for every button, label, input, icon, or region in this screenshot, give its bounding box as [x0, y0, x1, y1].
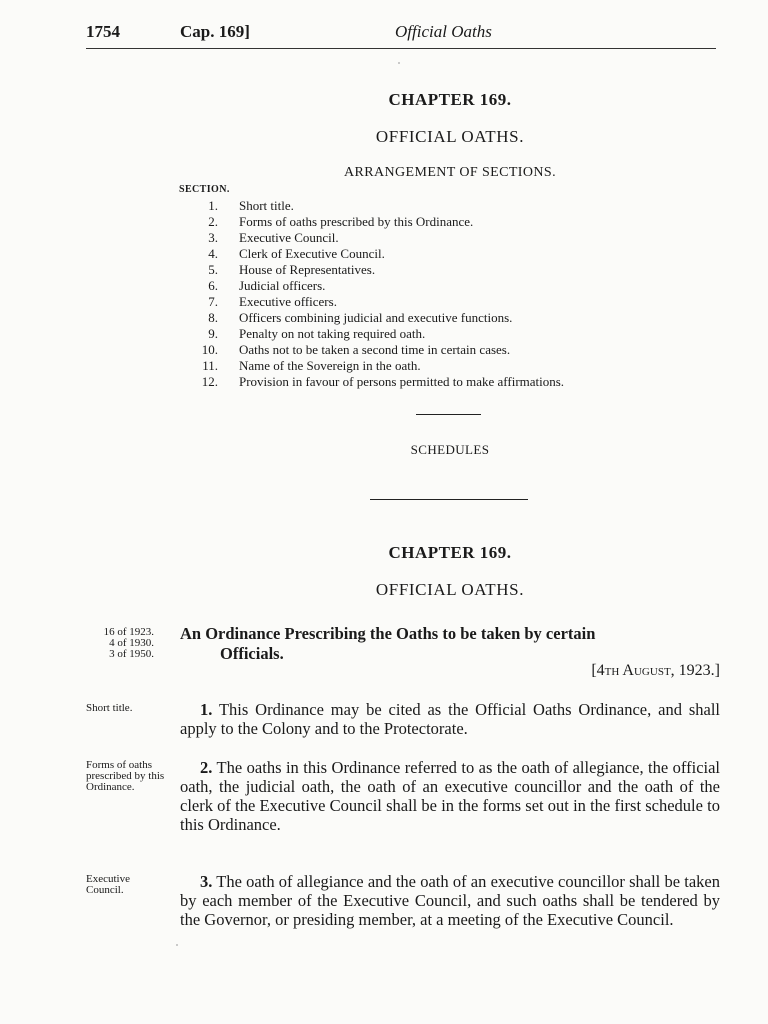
toc-number: 2.	[208, 214, 218, 229]
body-chapter-title: OFFICIAL OATHS.	[375, 580, 525, 599]
toc-number: 5.	[208, 262, 218, 277]
body-chapter-heading: CHAPTER 169.	[388, 543, 512, 562]
toc-row	[180, 310, 720, 326]
toc-number: 12.	[201, 374, 218, 389]
toc-row	[180, 198, 720, 214]
toc-row	[180, 342, 720, 358]
schedules-heading: SCHEDULES	[410, 442, 490, 457]
toc-entry: Name of the Sovereign in the oath.	[239, 358, 421, 373]
legislation-ref: 4 of 1930.	[109, 637, 154, 649]
toc-row	[180, 374, 720, 390]
toc-row	[180, 326, 720, 342]
legislation-references	[86, 627, 154, 660]
arrangement-heading: ARRANGEMENT OF SECTIONS.	[344, 165, 556, 180]
running-title: Official Oaths	[395, 22, 492, 41]
chapter-title: OFFICIAL OATHS.	[375, 127, 525, 146]
toc-number: 9.	[208, 326, 218, 341]
toc-entry: Executive officers.	[239, 294, 337, 309]
toc-number: 11.	[202, 358, 218, 373]
toc-entry: House of Representatives.	[239, 262, 376, 277]
section-label: SECTION.	[179, 184, 230, 195]
divider-rule	[370, 499, 528, 500]
toc-row	[180, 294, 720, 310]
toc-entry: Forms of oaths prescribed by this Ordinance.	[239, 214, 474, 229]
toc-row	[180, 246, 720, 262]
toc-row	[180, 358, 720, 374]
ordinance-long-title	[180, 624, 720, 664]
section-number: 2.	[200, 758, 213, 777]
toc-number: 8.	[208, 310, 218, 325]
toc-number: 4.	[208, 246, 218, 261]
margin-note: Short title.	[86, 702, 133, 714]
section-list	[180, 198, 720, 390]
ordinance-title-line: Officials.	[220, 644, 284, 663]
toc-entry: Executive Council.	[239, 230, 339, 245]
toc-number: 1.	[208, 198, 218, 213]
page-number: 1754	[86, 22, 120, 41]
section-text: This Ordinance may be cited as the Official Oaths Ordinance, and shall apply to the Colony and to the Protectorate.	[180, 700, 721, 738]
section-text: The oaths in this Ordinance referred to as the oath of allegiance, the official oath, the judicial oath, the oath of an executive councillor and the oath of the clerk of the Executive Council shall be in the forms set out in the first schedule to this Ordinance.	[180, 758, 721, 834]
toc-number: 10.	[201, 342, 218, 357]
divider-rule	[416, 414, 481, 415]
section-paragraph	[180, 872, 720, 929]
toc-entry: Officers combining judicial and executive functions.	[239, 310, 513, 325]
header-rule	[86, 48, 716, 49]
toc-entry: Penalty on not taking required oath.	[239, 326, 426, 341]
legislation-ref: 16 of 1923.	[103, 626, 154, 638]
scan-speck	[176, 944, 178, 946]
toc-row	[180, 230, 720, 246]
toc-number: 3.	[208, 230, 218, 245]
chapter-reference: Cap. 169]	[180, 22, 250, 41]
chapter-heading: CHAPTER 169.	[388, 90, 512, 109]
margin-note: Forms of oaths prescribed by this Ordinance.	[86, 759, 165, 793]
toc-row	[180, 278, 720, 294]
toc-row	[180, 262, 720, 278]
toc-entry: Clerk of Executive Council.	[239, 246, 385, 261]
toc-entry: Short title.	[239, 198, 294, 213]
enactment-date: [4th August, 1923.]	[591, 662, 720, 679]
margin-note: Executive Council.	[86, 873, 130, 896]
section-paragraph	[180, 700, 720, 738]
toc-entry: Judicial officers.	[239, 278, 326, 293]
section-number: 1.	[200, 700, 213, 719]
section-text: The oath of allegiance and the oath of an executive councillor shall be taken by each member of the Executive Council, and such oaths shall be tendered by the Governor, or presiding member, at a meeting of the Executive Council.	[180, 872, 720, 929]
section-paragraph	[180, 758, 720, 834]
scan-speck	[398, 62, 400, 64]
toc-number: 6.	[208, 278, 218, 293]
ordinance-title-line: An Ordinance Prescribing the Oaths to be taken by certain	[180, 624, 596, 643]
toc-entry: Provision in favour of persons permitted to make affirmations.	[239, 374, 565, 389]
legislation-ref: 3 of 1950.	[109, 648, 154, 660]
section-number: 3.	[200, 872, 213, 891]
toc-entry: Oaths not to be taken a second time in certain cases.	[239, 342, 511, 357]
toc-row	[180, 214, 720, 230]
toc-number: 7.	[208, 294, 218, 309]
